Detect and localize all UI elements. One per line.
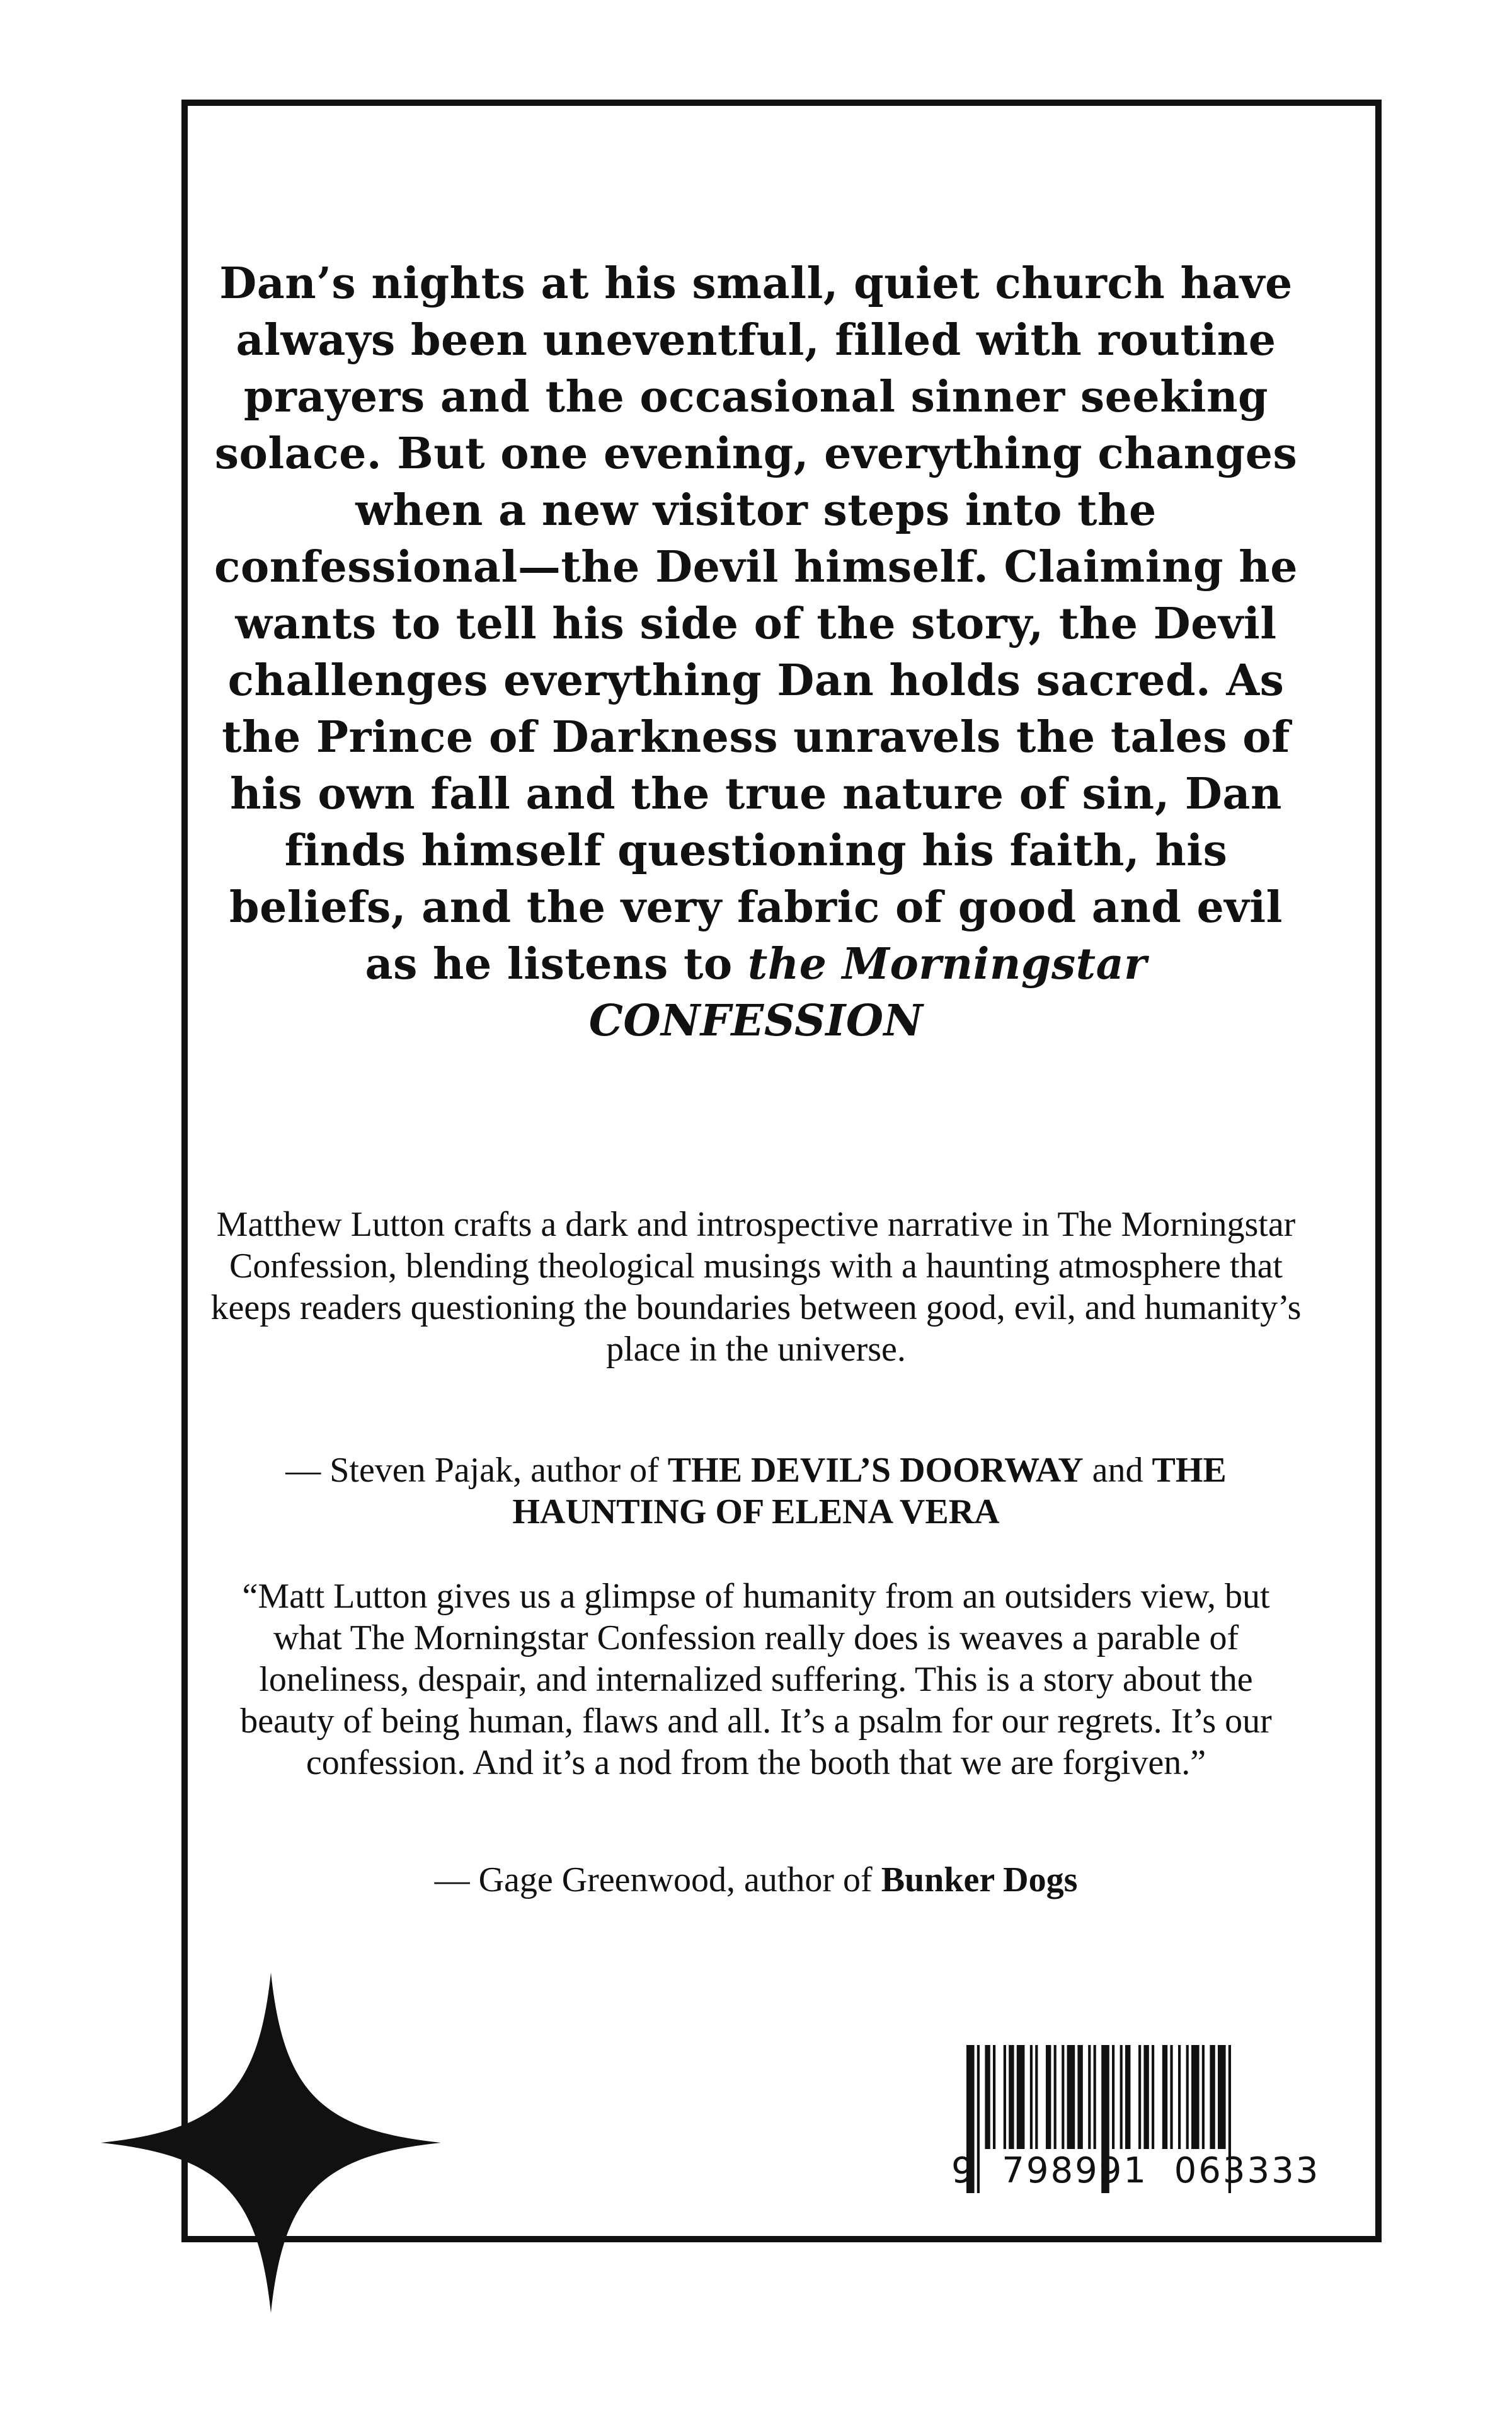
attribution-2-prefix: — Gage Greenwood, author of [434, 1860, 881, 1899]
review-attribution-1 [208, 1449, 1304, 1533]
barcode-bar [1009, 2045, 1014, 2149]
attribution-1-title-1: THE DEVIL’S DOORWAY [667, 1451, 1084, 1490]
barcode-bar [1030, 2045, 1033, 2149]
review-quote-2: “Matt Lutton gives us a glimpse of humanity from an outsiders view, but what The Morningstar Confession really does is weaves a parable of loneliness, despair, and internalized suffering. This is a story about the beauty of being human, flaws and all. It’s a psalm for our regrets. It’s our confession. And it’s a nod from the booth that we are forgiven.” [240, 1577, 1272, 1782]
synopsis-blurb [208, 255, 1304, 1049]
barcode-bar [1120, 2045, 1123, 2149]
barcode-bar [1210, 2045, 1215, 2149]
barcode-bar [1125, 2045, 1130, 2149]
barcode-bar [1202, 2045, 1205, 2149]
barcode-bar [1186, 2045, 1189, 2149]
barcode-bar [993, 2045, 995, 2149]
barcode-bar [1152, 2045, 1154, 2149]
four-point-star-icon [94, 1966, 447, 2319]
barcode-bar [1162, 2045, 1167, 2149]
attribution-1-prefix: — Steven Pajak, author of [285, 1451, 668, 1490]
synopsis-title-italic: the Morningstar CONFESSION [588, 939, 1147, 1046]
barcode-bar [1062, 2045, 1064, 2149]
barcode-bar [1138, 2045, 1141, 2149]
synopsis-text: Dan’s nights at his small, quiet church have always been uneventful, filled with routine prayers and the occasional sinner seeking solace. But one evening, everything changes when a new visitor steps into the confessional—the Devil himself. Claiming he wants to tell his side of the story, the Devil challenges everything Dan holds sacred. As the Prince of Darkness unravels the tales of his own fall and the true nature of sin, Dan finds himself questioning his faith, his beliefs, and the very fabric of good and evil as he listens to [214, 258, 1298, 989]
barcode-bar [1054, 2045, 1057, 2149]
barcode-bar [1191, 2045, 1200, 2149]
barcode-bar [985, 2045, 990, 2149]
barcode-bar [1218, 2045, 1226, 2149]
review-quote-1: Matthew Lutton crafts a dark and introspective narrative in The Morningstar Confession, blending theological musings with a haunting atmosphere that keeps readers questioning the boundaries between good, evil, and humanity’s place in the universe. [210, 1205, 1302, 1369]
barcode-bar [1004, 2045, 1006, 2149]
barcode-bar [1035, 2045, 1038, 2149]
attribution-1-joiner: and [1083, 1451, 1152, 1490]
attribution-1-title-2: THE HAUNTING OF ELENA VERA [512, 1451, 1227, 1531]
barcode-bar [1143, 2045, 1148, 2149]
barcode-bar [1067, 2045, 1075, 2149]
barcode-bar [1077, 2045, 1082, 2149]
barcode-bar [1017, 2045, 1025, 2149]
barcode-bar [1170, 2045, 1172, 2149]
barcode-bar [1178, 2045, 1181, 2149]
barcode-bar [1046, 2045, 1051, 2149]
barcode-bar [1094, 2045, 1096, 2149]
barcode-digits: 9 798991 063333 [951, 2150, 1320, 2191]
attribution-2-title: Bunker Dogs [881, 1860, 1078, 1899]
barcode-bar [1112, 2045, 1114, 2149]
barcode-bar [1088, 2045, 1091, 2149]
review-attribution-2 [208, 1859, 1304, 1901]
